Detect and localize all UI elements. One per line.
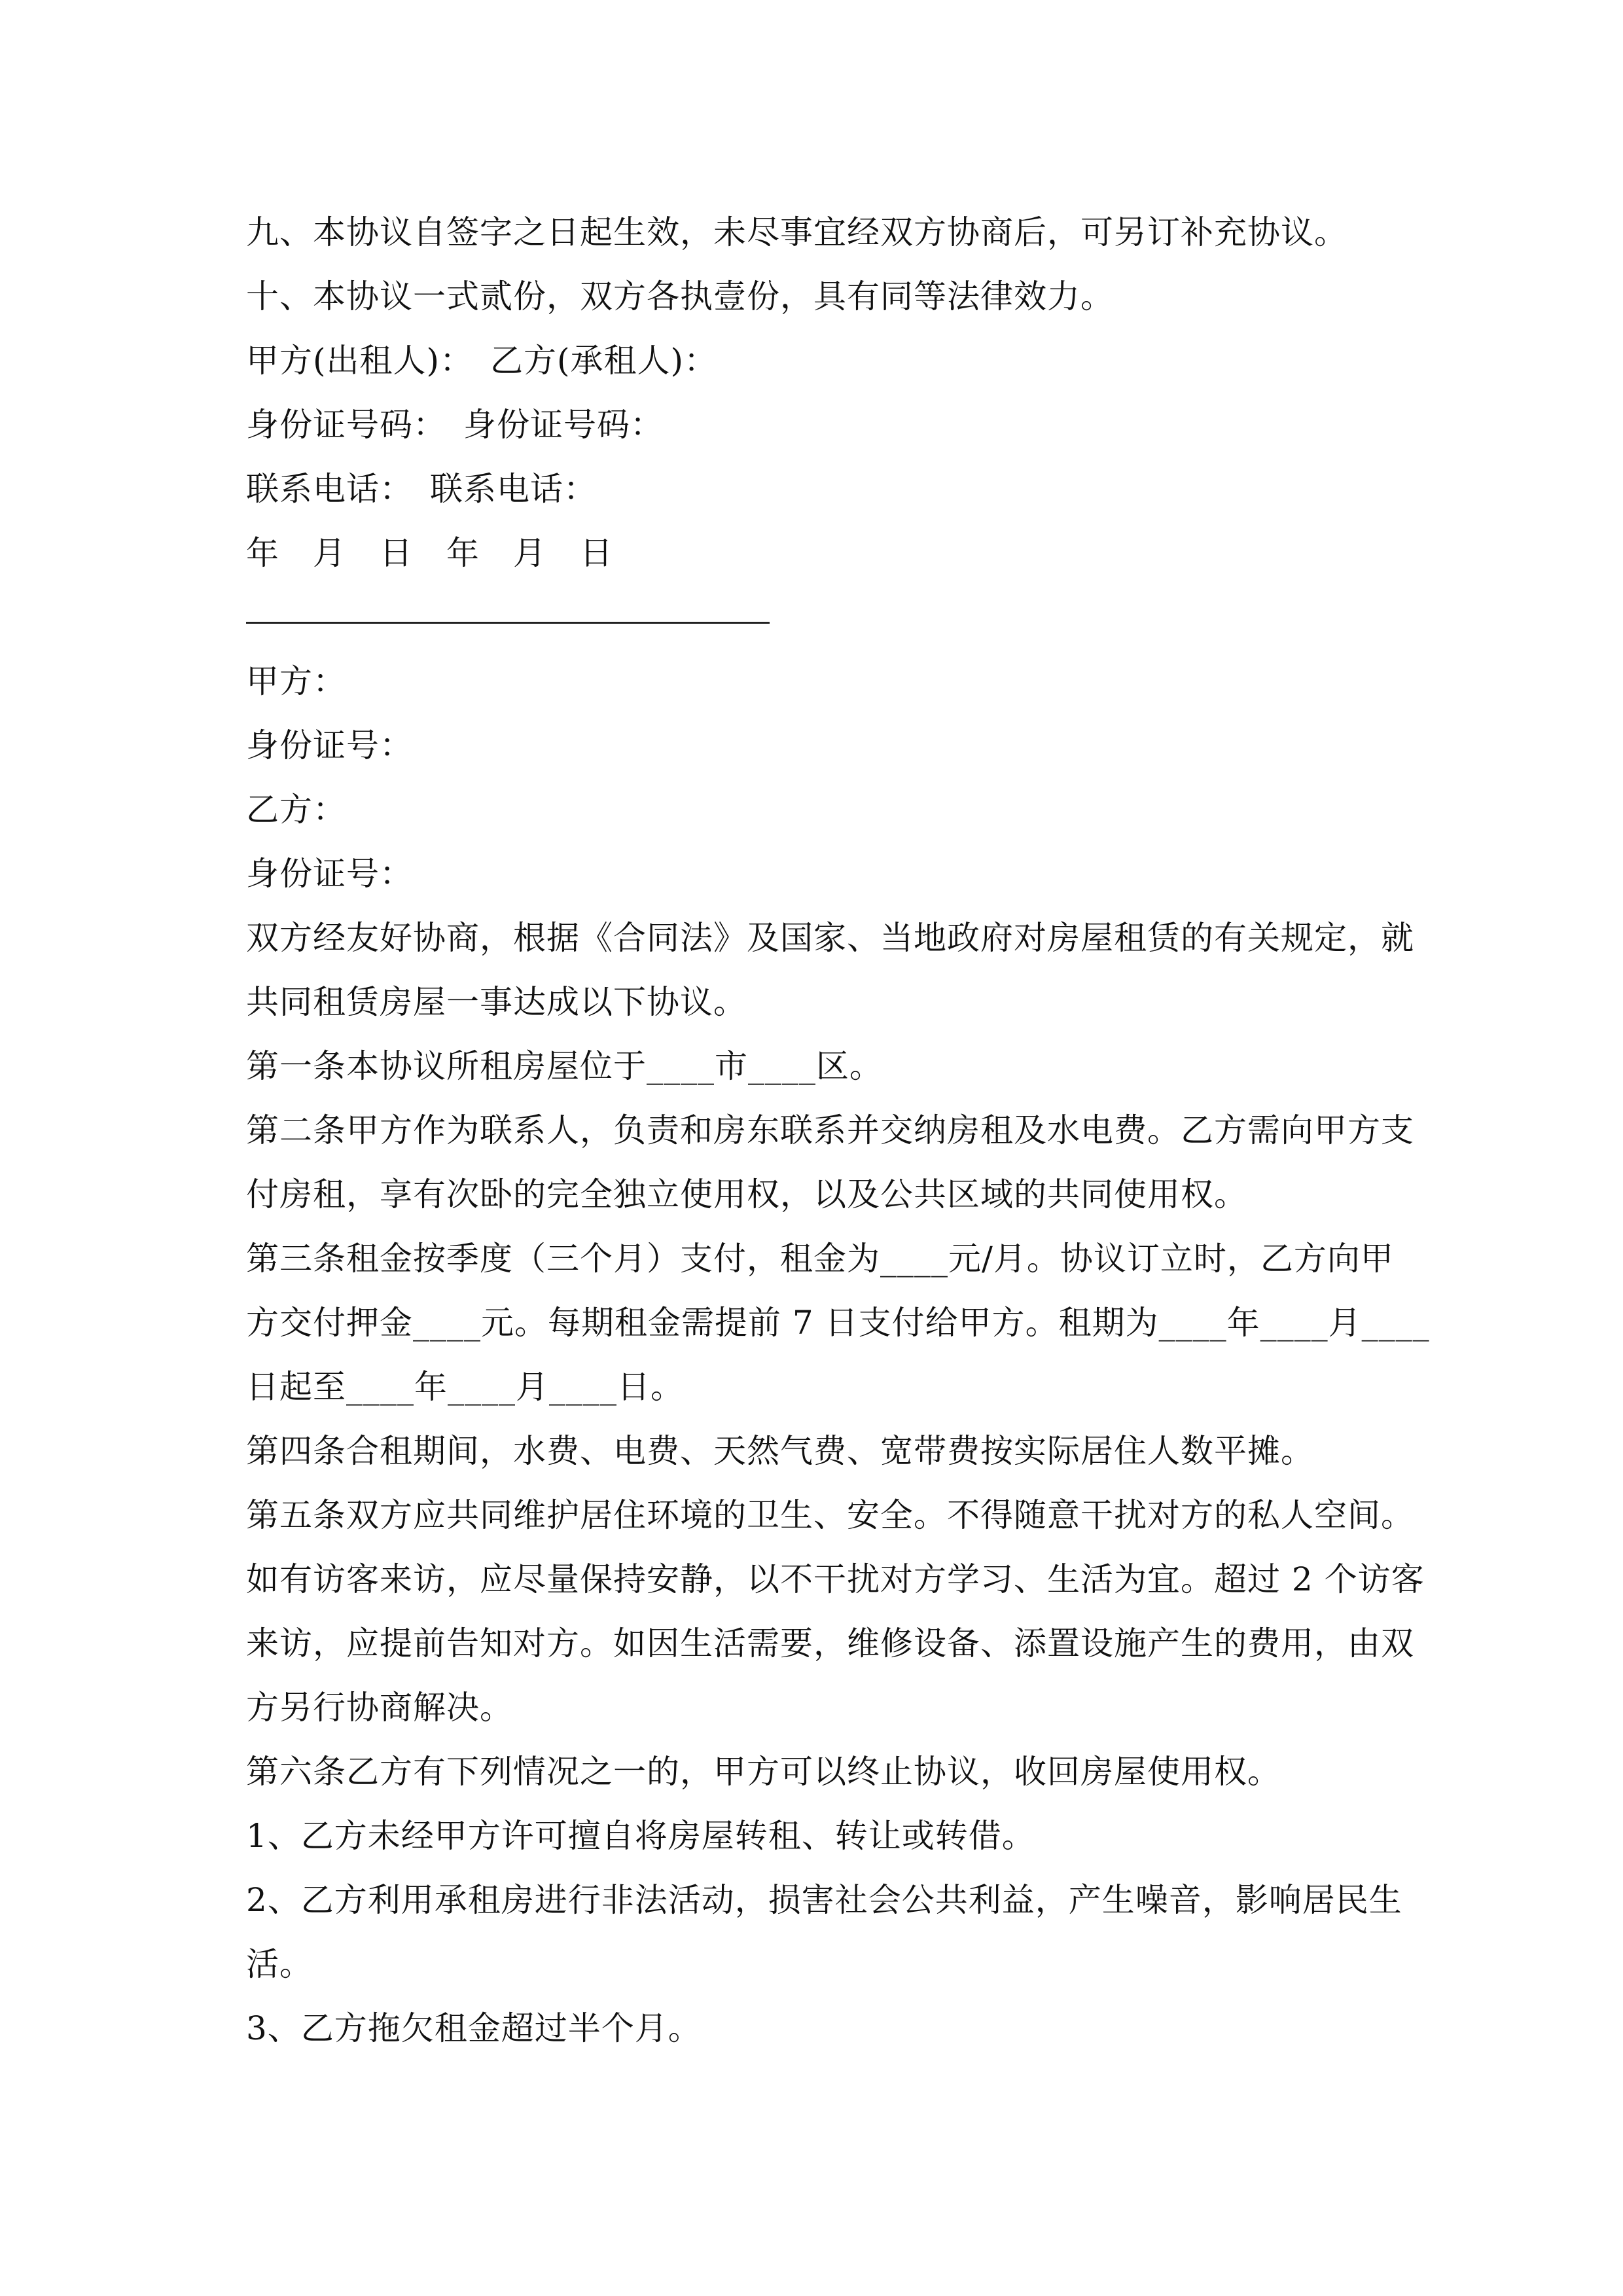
signature-party-line: 甲方(出租人)： 乙方(承租人)： (246, 342, 718, 380)
signature-phone-line: 联系电话： 联系电话： (246, 470, 597, 508)
article-five-line: 如有访客来访，应尽量保持安静，以不干扰对方学习、生活为宜。超过 2 个访客 (246, 1560, 1425, 1598)
document-body (246, 200, 1430, 2060)
article-five-line: 来访，应提前告知对方。如因生活需要，维修设备、添置设施产生的费用，由双 (246, 1624, 1414, 1662)
article-two-line: 第二条甲方作为联系人，负责和房东联系并交纳房租及水电费。乙方需向甲方支 (246, 1111, 1414, 1149)
article-four: 第四条合租期间，水费、电费、天然气费、宽带费按实际居住人数平摊。 (246, 1432, 1314, 1470)
preamble-line: 双方经友好协商，根据《合同法》及国家、当地政府对房屋租赁的有关规定，就 (246, 919, 1414, 957)
article-five-line: 方另行协商解决。 (246, 1689, 513, 1727)
party-a-label: 甲方： (246, 662, 346, 700)
article-six-item: 3、乙方拖欠租金超过半个月。 (246, 2009, 702, 2047)
article-six-item: 2、乙方利用承租房进行非法活动，损害社会公共利益，产生噪音，影响居民生 (246, 1881, 1402, 1919)
section-divider (246, 585, 1385, 649)
article-three-line: 日起至____年____月____日。 (246, 1368, 684, 1406)
party-b-label: 乙方： (246, 791, 346, 829)
article-two-line: 付房租，享有次卧的完全独立使用权，以及公共区域的共同使用权。 (246, 1175, 1247, 1213)
article-five-line: 第五条双方应共同维护居住环境的卫生、安全。不得随意干扰对方的私人空间。 (246, 1496, 1414, 1534)
divider-rule (246, 622, 770, 624)
preamble-line: 共同租赁房屋一事达成以下协议。 (246, 983, 747, 1021)
party-b-id-label: 身份证号： (246, 855, 413, 893)
signature-id-line: 身份证号码： 身份证号码： (246, 406, 664, 444)
article-three-line: 方交付押金____元。每期租金需提前 7 日支付给甲方。租期为____年____月____ (246, 1304, 1430, 1342)
clause-nine: 九、本协议自签字之日起生效，未尽事宜经双方协商后，可另订补充协议。 (246, 213, 1347, 251)
article-six-item: 1、乙方未经甲方许可擅自将房屋转租、转让或转借。 (246, 1817, 1035, 1855)
article-six-item: 活。 (246, 1945, 313, 1983)
article-one: 第一条本协议所租房屋位于____市____区。 (246, 1047, 883, 1085)
signature-date-line: 年 月 日 年 月 日 (246, 534, 613, 572)
article-three-line: 第三条租金按季度（三个月）支付，租金为____元/月。协议订立时，乙方向甲 (246, 1240, 1394, 1278)
party-a-id-label: 身份证号： (246, 726, 413, 764)
article-six-intro: 第六条乙方有下列情况之一的，甲方可以终止协议，收回房屋使用权。 (246, 1753, 1281, 1791)
clause-ten: 十、本协议一式贰份，双方各执壹份，具有同等法律效力。 (246, 278, 1114, 315)
